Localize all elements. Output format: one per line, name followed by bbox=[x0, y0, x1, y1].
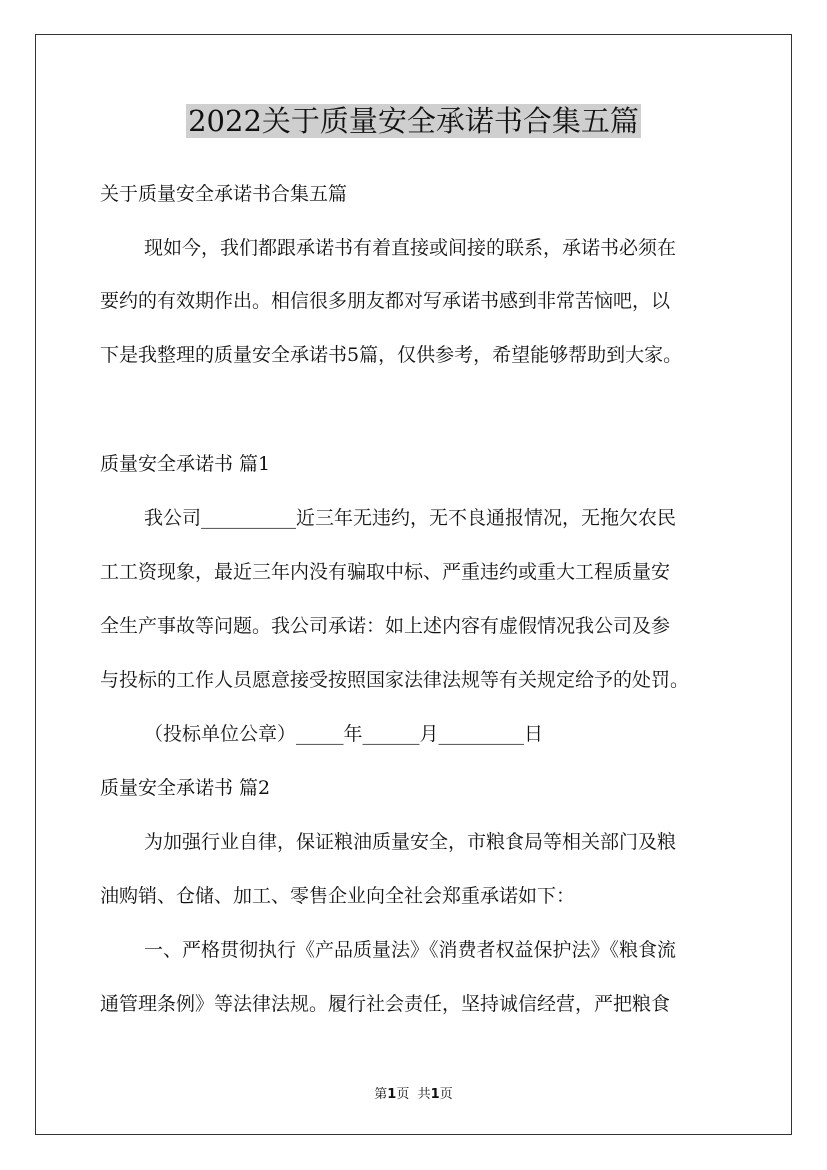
paragraph-line: 工工资现象，最近三年内没有骗取中标、严重违约或重大工程质量安 bbox=[100, 561, 671, 583]
paragraph-line: 我公司__________近三年无违约，无不良通报情况，无拖欠农民 bbox=[144, 507, 677, 529]
section-heading-2: 质量安全承诺书 篇2 bbox=[100, 777, 271, 799]
paragraph-line: 要约的有效期作出。相信很多朋友都对写承诺书感到非常苦恼吧，以 bbox=[100, 290, 671, 312]
page-footer bbox=[0, 1083, 827, 1102]
document-title: 2022关于质量安全承诺书合集五篇 bbox=[188, 104, 639, 138]
paragraph-line: 与投标的工作人员愿意接受按照国家法律法规等有关规定给予的处罚。 bbox=[100, 669, 690, 691]
document-title-block bbox=[0, 100, 827, 142]
paragraph-line: 为加强行业自律，保证粮油质量安全，市粮食局等相关部门及粮 bbox=[144, 831, 677, 853]
signature-date-line: （投标单位公章）_____年______月_________日 bbox=[144, 723, 544, 745]
paragraph-line: 全生产事故等问题。我公司承诺：如上述内容有虚假情况我公司及参 bbox=[100, 615, 671, 637]
subtitle-line: 关于质量安全承诺书合集五篇 bbox=[100, 183, 348, 205]
paragraph-line: 下是我整理的质量安全承诺书5篇，仅供参考，希望能够帮助到大家。 bbox=[100, 344, 683, 366]
paragraph-line: 一、严格贯彻执行《产品质量法》《消费者权益保护法》《粮食流 bbox=[144, 939, 677, 961]
paragraph-line: 通管理条例》等法律法规。履行社会责任，坚持诚信经营，严把粮食 bbox=[100, 993, 671, 1015]
total-pages: 1 bbox=[430, 1087, 440, 1102]
paragraph-line: 现如今，我们都跟承诺书有着直接或间接的联系，承诺书必须在 bbox=[144, 237, 677, 259]
paragraph-line: 油购销、仓储、加工、零售企业向全社会郑重承诺如下： bbox=[100, 885, 576, 907]
section-heading-1: 质量安全承诺书 篇1 bbox=[100, 453, 271, 475]
page-prefix: 第 bbox=[374, 1087, 388, 1102]
total-prefix: 共 bbox=[417, 1087, 431, 1102]
total-suffix: 页 bbox=[439, 1087, 453, 1102]
page-number: 1 bbox=[387, 1087, 397, 1102]
page-suffix: 页 bbox=[396, 1087, 410, 1102]
